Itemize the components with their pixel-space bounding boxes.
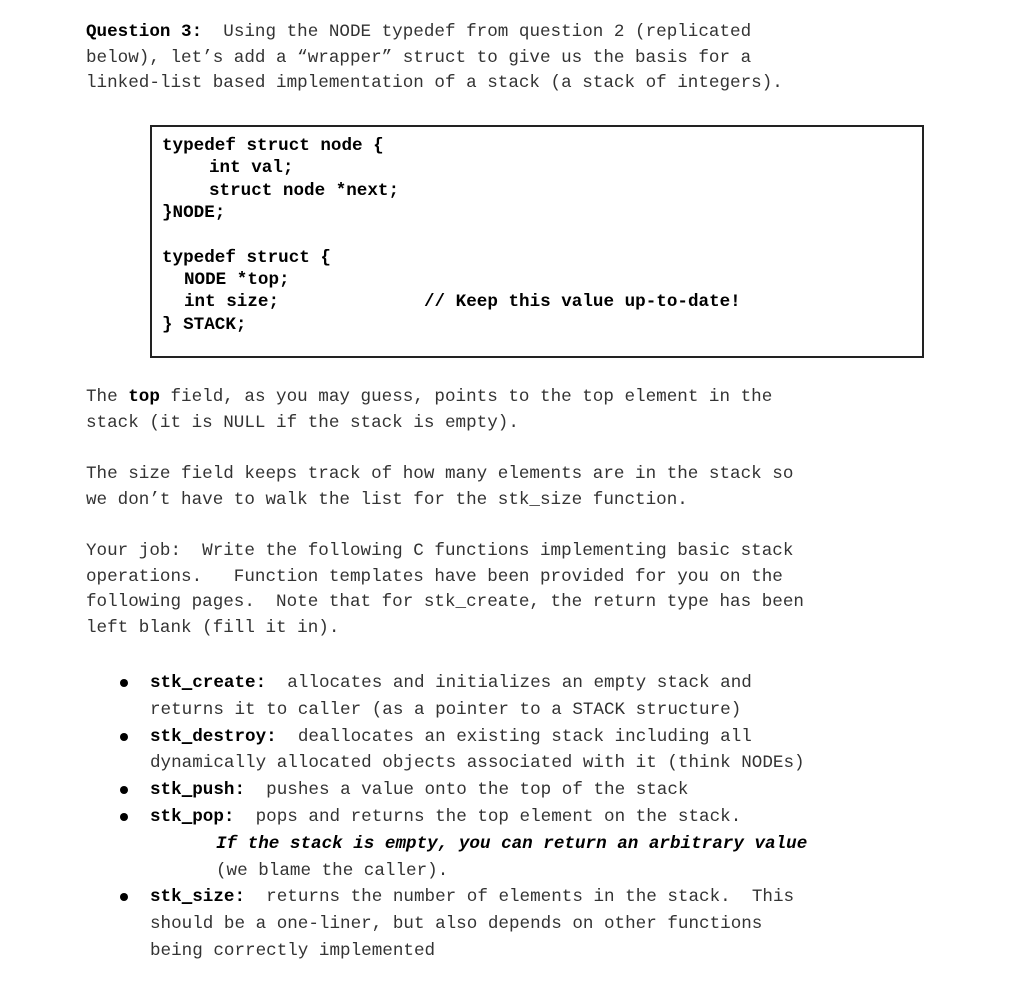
question-intro	[86, 20, 996, 97]
paragraph-your-job: Your job: Write the following C functions implementing basic stack operations. Function templates have been provided for you on the following pages. Note that for stk_create, the return type has been left blank (fill it in).	[86, 541, 804, 638]
list-item: stk_pop: pops and returns the top element on the stack. If the stack is empty, you can return an arbitrary value (we blame the caller).	[116, 804, 996, 884]
intro-line-2: below), let’s add a “wrapper” struct to give us the basis for a	[86, 47, 752, 68]
list-item: stk_create: allocates and initializes an empty stack and returns it to caller (as a pointer to a STACK structure)	[116, 670, 996, 724]
function-name: stk_size:	[150, 887, 246, 908]
pop-note-emphasis: If the stack is empty, you can return an arbitrary value	[216, 833, 808, 854]
function-name: stk_pop:	[150, 806, 235, 827]
function-name: stk_create:	[150, 673, 267, 693]
intro-line-3: linked-list based implementation of a stack (a stack of integers).	[86, 73, 783, 93]
code-line: typedef struct {	[162, 247, 331, 268]
bullet-icon	[120, 679, 128, 687]
code-line: NODE *top;	[184, 269, 290, 290]
code-box	[150, 125, 924, 358]
bullet-icon	[120, 813, 128, 821]
pop-note: (we blame the caller).	[216, 860, 449, 881]
code-line: } STACK;	[162, 314, 247, 335]
bullet-icon	[120, 733, 128, 741]
code-listing	[162, 135, 922, 336]
list-item: stk_destroy: deallocates an existing stack including all dynamically allocated objects associated with it (think NODEs)	[116, 724, 996, 778]
paragraph-top-field: The top field, as you may guess, points to the top element in the stack (it is NULL if the stack is empty).	[86, 387, 773, 433]
code-line: typedef struct node {	[162, 136, 384, 156]
question-label: Question 3:	[86, 22, 203, 42]
code-line: }NODE;	[162, 203, 226, 224]
code-comment: // Keep this value up-to-date!	[424, 292, 741, 313]
list-item: stk_push: pushes a value onto the top of the stack	[116, 777, 996, 804]
intro-line-1: Question 3: Using the NODE typedef from question 2 (replicated	[86, 22, 752, 42]
paragraph-size-field: The size field keeps track of how many elements are in the stack so we don’t have to walk the list for the stk_size function.	[86, 464, 794, 510]
code-line: struct node *next;	[209, 180, 400, 201]
function-name: stk_push:	[150, 780, 246, 801]
code-line: int val;	[209, 158, 294, 179]
bullet-icon	[120, 893, 128, 901]
function-list	[116, 670, 996, 965]
code-line: int size; // Keep this value up-to-date!	[184, 292, 741, 313]
bullet-icon	[120, 786, 128, 794]
top-keyword: top	[128, 387, 160, 407]
function-name: stk_destroy:	[150, 726, 277, 747]
list-item: stk_size: returns the number of elements in the stack. This should be a one-liner, but also depends on other functions being correctly implemented	[116, 884, 996, 964]
